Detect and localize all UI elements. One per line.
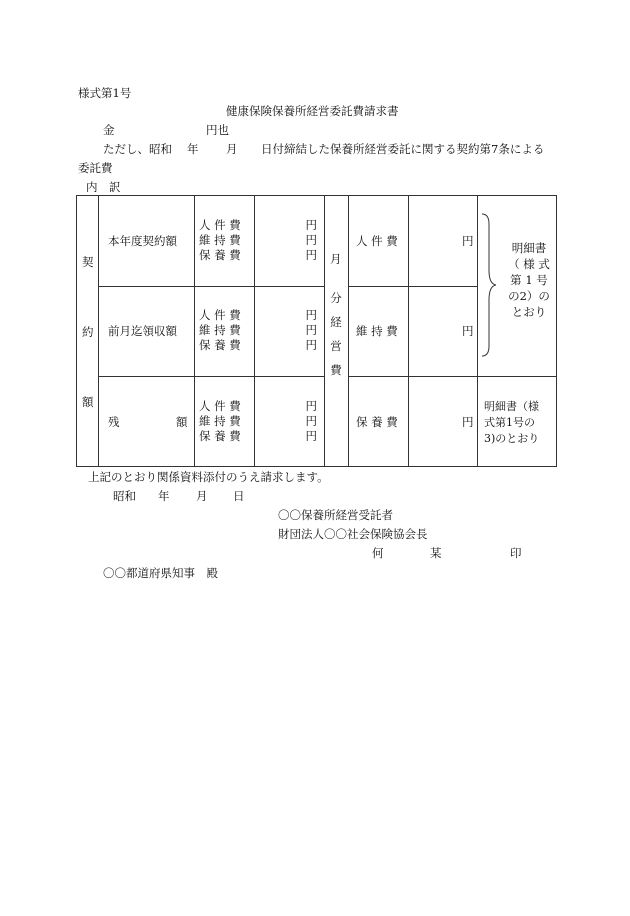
monthly-label-char: 経 — [330, 315, 342, 329]
item-unit: 円 — [305, 399, 317, 413]
monthly-item-unit: 円 — [462, 324, 474, 338]
proviso-year: 年 — [187, 142, 199, 156]
item-unit: 円 — [305, 233, 317, 247]
seal-mark: 印 — [510, 546, 522, 560]
date-year: 年 — [158, 489, 170, 503]
note-line: 式第1号の — [484, 416, 535, 429]
form-number: 様式第1号 — [78, 86, 132, 100]
item-name: 人 件 費 — [199, 218, 241, 232]
row3-items — [199, 399, 317, 444]
note-line: 明細書（様 — [484, 400, 539, 413]
row-label-current-year: 本年度契約額 — [108, 234, 177, 248]
monthly-item-name: 維 持 費 — [356, 324, 398, 338]
row-label-balance-a: 残 — [108, 415, 120, 429]
signer-title: 〇〇保養所経営受託者 — [278, 508, 393, 522]
proviso-text: 日付締結した保養所経営委託に関する契約第7条による — [261, 142, 545, 156]
item-unit: 円 — [305, 308, 317, 322]
contract-label-3: 額 — [82, 395, 94, 409]
row2-items — [199, 308, 317, 353]
item-name: 維 持 費 — [199, 414, 241, 428]
item-unit: 円 — [305, 323, 317, 337]
note-detail-2 — [484, 399, 539, 447]
monthly-label-stack — [325, 286, 347, 382]
amount-prefix: 金 — [103, 123, 115, 137]
proviso-showa: ただし、昭和 — [103, 142, 172, 156]
signer-organization: 財団法人〇〇社会保険協会長 — [278, 527, 428, 541]
document-title: 健康保険保養所経営委託費請求書 — [226, 104, 399, 118]
signer-name-last: 某 — [430, 546, 442, 560]
contract-label-1: 契 — [82, 255, 94, 269]
proviso-line2: 委託費 — [78, 161, 113, 175]
date-showa: 昭和 — [113, 489, 136, 503]
row-label-balance-b: 額 — [176, 415, 188, 429]
item-unit: 円 — [305, 338, 317, 352]
monthly-label-char: 分 — [330, 291, 342, 305]
item-unit: 円 — [305, 218, 317, 232]
closing-statement: 上記のとおり関係資料添付のうえ請求します。 — [88, 470, 329, 484]
note-line: （ 様 式 — [508, 257, 550, 271]
note-line: 3)のとおり — [484, 432, 540, 445]
addressee: 〇〇都道府県知事 殿 — [103, 566, 218, 580]
item-unit: 円 — [305, 414, 317, 428]
monthly-item-name: 保 養 費 — [356, 415, 398, 429]
date-month: 月 — [196, 489, 208, 503]
proviso-month: 月 — [226, 142, 238, 156]
monthly-item-unit: 円 — [462, 415, 474, 429]
item-name: 維 持 費 — [199, 323, 241, 337]
item-name: 保 養 費 — [199, 248, 241, 262]
monthly-label-top: 月 — [330, 252, 342, 266]
item-name: 保 養 費 — [199, 429, 241, 443]
monthly-item-unit: 円 — [462, 234, 474, 248]
note-line: 明細書 — [511, 241, 547, 255]
monthly-item-name: 人 件 費 — [356, 234, 398, 248]
item-name: 保 養 費 — [199, 338, 241, 352]
item-name: 人 件 費 — [199, 308, 241, 322]
monthly-label-char: 費 — [330, 363, 342, 377]
date-day: 日 — [233, 489, 245, 503]
breakdown-label: 内 訳 — [86, 180, 121, 194]
signer-name-first: 何 — [372, 546, 384, 560]
item-unit: 円 — [305, 429, 317, 443]
note-line: の2）の — [508, 289, 550, 303]
item-name: 人 件 費 — [199, 399, 241, 413]
item-unit: 円 — [305, 248, 317, 262]
note-line: とおり — [511, 305, 547, 319]
row1-items — [199, 218, 317, 263]
monthly-label-char: 営 — [330, 339, 342, 353]
item-name: 維 持 費 — [199, 233, 241, 247]
note-line: 第 1 号 — [510, 273, 548, 287]
contract-label-2: 約 — [82, 325, 94, 339]
row-label-received: 前月迄領収額 — [108, 324, 177, 338]
note-detail-1 — [503, 240, 555, 320]
amount-unit: 円也 — [206, 123, 229, 137]
brace-icon — [480, 212, 500, 358]
